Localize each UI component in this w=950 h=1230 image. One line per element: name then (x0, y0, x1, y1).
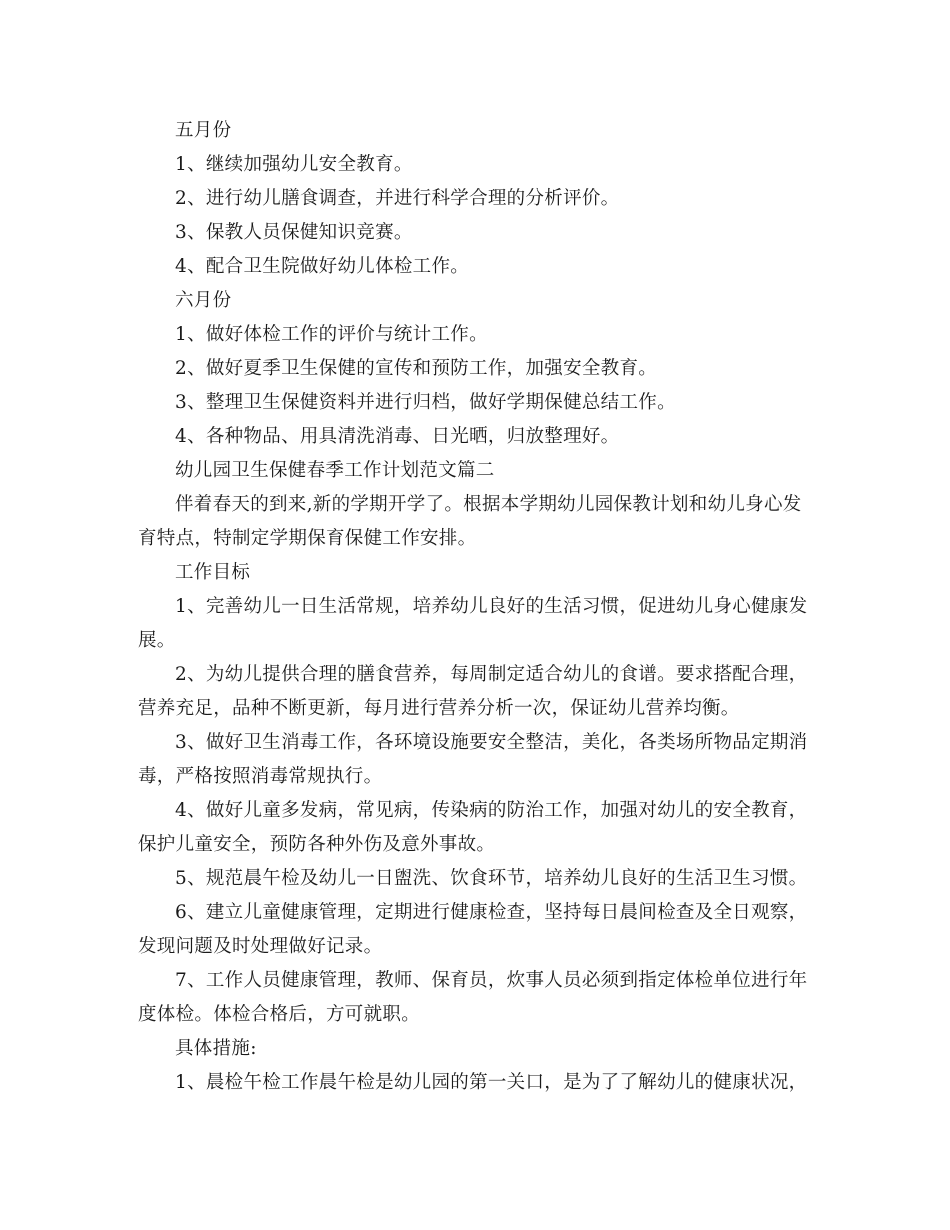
document-body (138, 114, 814, 1100)
paragraph-line: 3、做好卫生消毒工作，各环境设施要安全整洁，美化，各类场所物品定期消 (175, 732, 808, 753)
paragraph-line: 1、继续加强幼儿安全教育。 (175, 154, 413, 175)
paragraph-line: 4、做好儿童多发病，常见病，传染病的防治工作，加强对幼儿的安全教育， (175, 800, 808, 821)
paragraph-line: 2、进行幼儿膳食调查，并进行科学合理的分析评价。 (175, 188, 620, 209)
paragraph-line: 1、晨检午检工作晨午检是幼儿园的第一关口，是为了了解幼儿的健康状况， (175, 1072, 808, 1093)
paragraph-line: 3、整理卫生保健资料并进行归档，做好学期保健总结工作。 (175, 392, 676, 413)
paragraph-line: 4、各种物品、用具清洗消毒、日光晒，归放整理好。 (175, 426, 620, 447)
paragraph-line: 4、配合卫生院做好幼儿体检工作。 (175, 256, 470, 277)
paragraph-line: 发现问题及时处理做好记录。 (138, 936, 383, 957)
article-title: 幼儿园卫生保健春季工作计划范文篇二 (175, 460, 495, 481)
paragraph-line: 毒，严格按照消毒常规执行。 (138, 766, 383, 787)
paragraph-line: 5、规范晨午检及幼儿一日盥洗、饮食环节，培养幼儿良好的生活卫生习惯。 (175, 868, 808, 889)
paragraph-line: 3、保教人员保健知识竞赛。 (175, 222, 413, 243)
paragraph-line: 保护儿童安全，预防各种外伤及意外事故。 (138, 834, 496, 855)
paragraph-line: 度体检。体检合格后，方可就职。 (138, 1004, 421, 1025)
section-heading-june: 六月份 (175, 290, 232, 311)
paragraph-line: 营养充足，品种不断更新，每月进行营养分析一次，保证幼儿营养均衡。 (138, 698, 740, 719)
section-heading-may: 五月份 (175, 120, 232, 141)
paragraph-line: 2、为幼儿提供合理的膳食营养，每周制定适合幼儿的食谱。要求搭配合理， (175, 664, 808, 685)
paragraph-line: 2、做好夏季卫生保健的宣传和预防工作，加强安全教育。 (175, 358, 658, 379)
paragraph-line: 1、完善幼儿一日生活常规，培养幼儿良好的生活习惯，促进幼儿身心健康发 (175, 596, 808, 617)
paragraph-line: 育特点，特制定学期保育保健工作安排。 (138, 528, 477, 549)
paragraph-line: 展。 (138, 630, 176, 651)
section-heading-goals: 工作目标 (175, 562, 251, 583)
paragraph-line: 1、做好体检工作的评价与统计工作。 (175, 324, 488, 345)
section-heading-measures: 具体措施: (175, 1038, 257, 1059)
paragraph-line: 7、工作人员健康管理，教师、保育员，炊事人员必须到指定体检单位进行年 (175, 970, 808, 991)
paragraph-line: 6、建立儿童健康管理，定期进行健康检查，坚持每日晨间检查及全日观察， (175, 902, 808, 923)
paragraph-line: 伴着春天的到来,新的学期开学了。根据本学期幼儿园保教计划和幼儿身心发 (175, 494, 802, 515)
